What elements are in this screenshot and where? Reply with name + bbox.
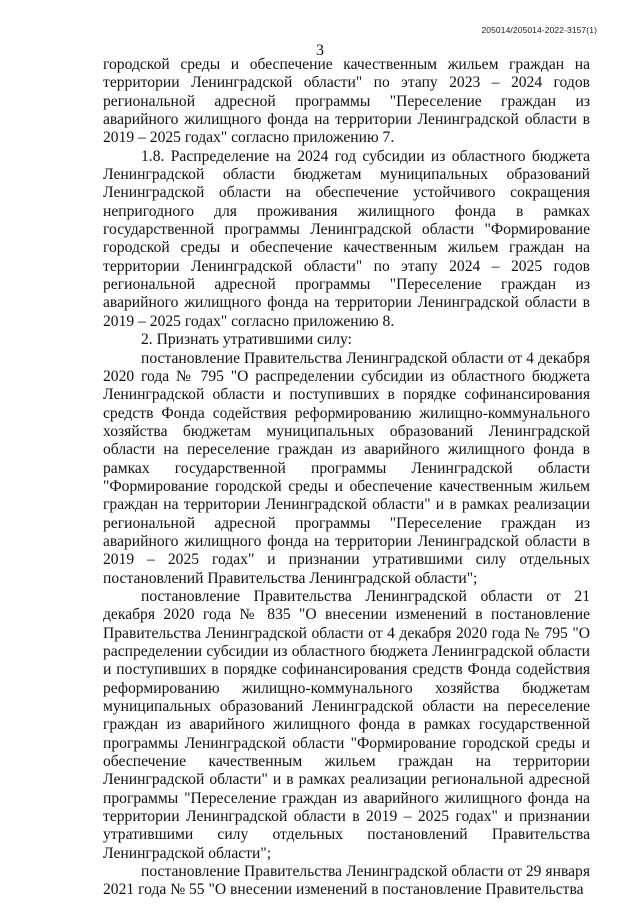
paragraph: постановление Правительства Ленинградской области от 21 декабря 2020 года № 835 "О внесении изменений в постановление Правительства Ленинградской области от 4 декабря 2020 года № 795 "О распределении субсидии из областного бюджета Ленинградской области и поступивших в порядке софинансирования средств Фонда содействия реформированию жилищно-коммунального хозяйства бюджетам муниципальных образований Ленинградской области на переселение граждан из аварийного жилищного фонда в рамках государственной программы Ленинградской области "Формирование городской среды и обеспечение качественным жильем граждан на территории Ленинградской области" и в рамках реализации региональной адресной программы "Переселение граждан из аварийного жилищного фонда на территории Ленинградской области в 2019 – 2025 годах" и признании утратившими силу отдельных постановлений Правительства Ленинградской области"; [103,587,590,862]
paragraph: 2. Признать утратившими силу: [141,331,352,349]
paragraph: постановление Правительства Ленинградской области от 29 января 2021 года № 55 "О внесении изменений в постановление Правительства [103,863,590,899]
paragraph: 1.8. Распределение на 2024 год субсидии из областного бюджета Ленинградской области бюджетам муниципальных образований Ленинградской области на обеспечение устойчивого сокращения непригодного для проживания жилищного фонда в рамках государственной программы Ленинградской области "Формирование городской среды и обеспечение качественным жильем граждан на территории Ленинградской области" по этапу 2024 – 2025 годов региональной адресной программы "Переселение граждан из аварийного жилищного фонда на территории Ленинградской области в 2019 – 2025 годах" согласно приложению 8. [103,147,590,330]
document-id: 205014/205014-2022-3157(1) [481,25,597,35]
page-number: 3 [316,42,324,59]
paragraph: постановление Правительства Ленинградской области от 4 декабря 2020 года № 795 "О распределении субсидии из областного бюджета Ленинградской области и поступивших в порядке софинансирования средств Фонда содействия реформированию жилищно-коммунального хозяйства бюджетам муниципальных образований Ленинградской области на переселение граждан из аварийного жилищного фонда в рамках государственной программы Ленинградской области "Формирование городской среды и обеспечение качественным жильем граждан на территории Ленинградской области" и в рамках реализации региональной адресной программы "Переселение граждан из аварийного жилищного фонда на территории Ленинградской области в 2019 – 2025 годах" и признании утратившими силу отдельных постановлений Правительства Ленинградской области"; [103,349,590,587]
document-body [103,56,590,900]
paragraph: городской среды и обеспечение качественным жильем граждан на территории Ленинградской области" по этапу 2023 – 2024 годов региональной адресной программы "Переселение граждан из аварийного жилищного фонда на территории Ленинградской области в 2019 – 2025 годах" согласно приложению 7. [103,56,590,147]
